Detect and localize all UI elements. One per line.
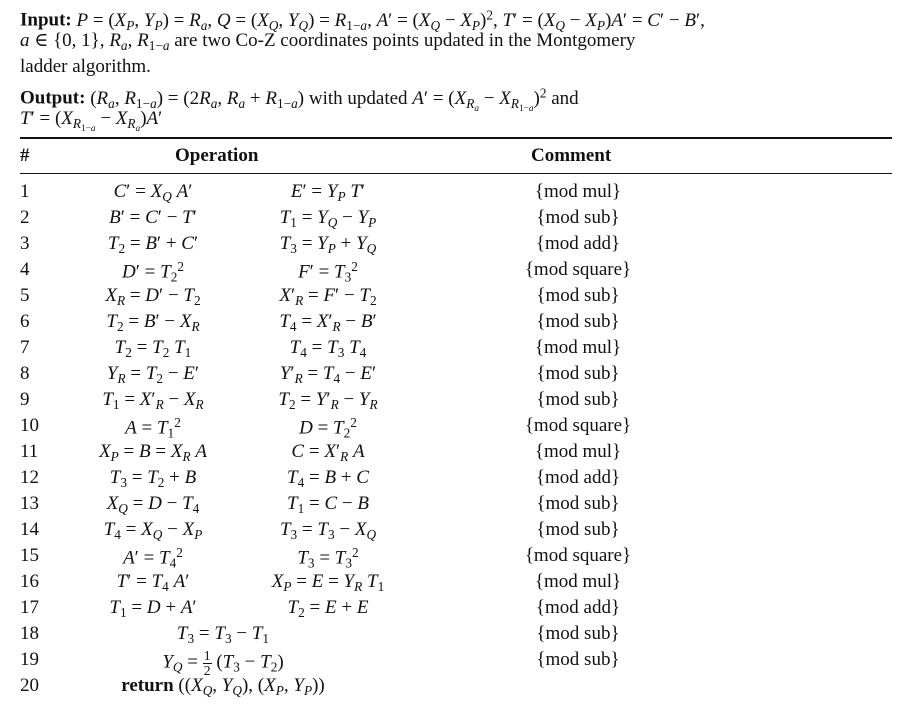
row-number: 1 [20,181,30,202]
table-row [0,467,897,493]
col-header-operation: Operation [175,145,259,166]
operation-left: $X_P = B = X_R$ A [99,441,207,464]
operation-comment: {mod mul} [534,337,622,358]
col-header-comment: Comment [531,145,612,166]
operation-right: $T_2 = E + E$ [287,597,369,620]
row-number: 6 [20,311,30,332]
row-number: 5 [20,285,30,306]
row-number: 16 [20,571,39,592]
operation-left: $T_2 = B' - X_R$ [106,311,200,334]
row-number: 7 [20,337,30,358]
operation-right: $T_1 = C - B$ [287,493,369,516]
input-math-1: $P = (X_P$, $Y_P) = R_a$, $Q = (X_Q$, $Y_Q) = R_{1-a}$, $A' = (X_Q - X_P)^2$, $T' = (X_Q - X_P)A' = C' - B'$, [76,7,705,33]
operation: $T_3 = T_3 - T_1$ [176,623,270,646]
input-label: Input: [20,9,72,31]
operation-right: $Y'_R = T_4 - E'$ [279,363,377,386]
table-row [0,623,897,649]
table-row [0,389,897,415]
operation-comment: {mod sub} [536,311,620,332]
output-line-2 [20,108,162,140]
operation-right: $T_4 = X'_R - B'$ [279,311,377,334]
operation-left: $Y_R = T_2 - E'$ [106,363,200,386]
operation-left: $T_4 = X_Q - X_P$ [103,519,203,542]
operation-comment: {mod mul} [534,571,622,592]
table-row [0,597,897,623]
table-row [0,648,897,678]
operation-right: $F' = T_3^2$ [298,259,358,285]
table-row [0,571,897,597]
row-number: 20 [20,675,39,696]
operation-comment: {mod mul} [534,181,622,202]
operation-comment: {mod sub} [536,519,620,540]
operation-comment: {mod square} [524,545,632,566]
table-row [0,311,897,337]
operation-left: $T_2 = T_2$ $T_1$ [114,337,192,360]
operation-right: $T_3 = Y_P + Y_Q$ [279,233,377,256]
operation-comment: {mod sub} [536,649,620,670]
operation-right: $T_3 = T_3 - X_Q$ [279,519,377,542]
row-number: 9 [20,389,30,410]
operation-comment: {mod sub} [536,389,620,410]
operation-comment: {mod add} [535,233,621,254]
operation-comment: {mod mul} [534,441,622,462]
table-row [0,675,897,701]
row-number: 15 [20,545,39,566]
operation-right: $T_4 = T_3$ $T_4$ [289,337,367,360]
operation-right: $T_1 = Y_Q - Y_P$ [279,207,377,230]
output-label: Output: [20,87,86,109]
table-row [0,545,897,571]
operation-comment: {mod sub} [536,207,620,228]
table-row [0,337,897,363]
operation-comment: {mod sub} [536,285,620,306]
operation-right: $X'_R = F' - T_2$ [279,285,377,308]
operation-right: $C = X'_R$ A [291,441,365,464]
operation-right: $D = T_2^2$ [299,415,357,441]
row-number: 3 [20,233,30,254]
row-number: 4 [20,259,30,280]
row-number: 13 [20,493,39,514]
row-number: 12 [20,467,39,488]
operation-left: $X_R = D' - T_2$ [105,285,201,308]
row-number: 19 [20,649,39,670]
operation-comment: {mod add} [535,467,621,488]
operation-right: $T_2 = Y'_R - Y_R$ [278,389,378,412]
input-line-3: ladder algorithm. [20,56,151,77]
table-row [0,181,897,207]
operation-left: $A' = T_4^2$ [123,545,183,571]
top-rule [20,137,892,139]
table-row [0,259,897,285]
operation-comment: {mod sub} [536,363,620,384]
operation-right: $E' = Y_P$ T′ [290,181,366,204]
operation-left: $T_1 = D + A'$ [109,597,197,620]
table-row [0,493,897,519]
table-row [0,207,897,233]
operation-left: $T_1 = X'_R - X_R$ [102,389,204,412]
operation-comment: {mod square} [524,415,632,436]
operation-right: $T_4 = B + C$ [287,467,369,490]
row-number: 8 [20,363,30,384]
output-math-2: $T' = (X_{R_{1-a}} - X_{R_a})A'$ [20,108,163,134]
table-row [0,285,897,311]
operation-left: $T_2 = B' + C'$ [107,233,199,256]
table-row [0,441,897,467]
table-row [0,233,897,259]
header-rule [20,173,892,174]
operation: $Y_Q$ = $\frac{1}{2}$ $(T_3 - T_2)$ [162,648,284,678]
operation-left: $T' = T_4$ A′ [116,571,190,594]
row-number: 10 [20,415,39,436]
operation-left: $T_3 = T_2 + B$ [109,467,197,490]
table-row [0,363,897,389]
col-header-number: # [20,145,30,166]
operation-comment: {mod add} [535,597,621,618]
row-number: 18 [20,623,39,644]
operation-comment: {mod square} [524,259,632,280]
input-text-2: a ∈ {0, 1}, $R_a$, $R_{1-a}$ are two Co-Z coordinates points updated in the Montgomery [20,30,636,53]
operation-left: $A = T_1^2$ [125,415,181,441]
operation-left: $X_Q = D - T_4$ [106,493,200,516]
operation-left: $D' = T_2^2$ [122,259,184,285]
table-row [0,415,897,441]
table-row [0,519,897,545]
operation-left: B′ = C′ − T′ [109,207,197,228]
operation-comment: {mod sub} [536,493,620,514]
operation-right: $T_3 = T_3^2$ [297,545,359,571]
operation-left: $C' = X_Q$ A′ [113,181,193,204]
output-math-1: ($R_a$, $R_{1-a}) = (2R_a$, $R_a + R_{1-a}$) with updated $A' = (X_{R_a} - X_{R_{1-a}})^2$ and [90,85,579,114]
operation-right: $X_P = E = Y_R$ $T_1$ [271,571,385,594]
operation: return (($X_Q$, $Y_Q$), ($X_P$, $Y_P$)) [121,675,325,698]
row-number: 2 [20,207,30,228]
row-number: 14 [20,519,39,540]
operation-comment: {mod sub} [536,623,620,644]
input-line-2 [20,30,635,57]
row-number: 11 [20,441,39,462]
row-number: 17 [20,597,39,618]
